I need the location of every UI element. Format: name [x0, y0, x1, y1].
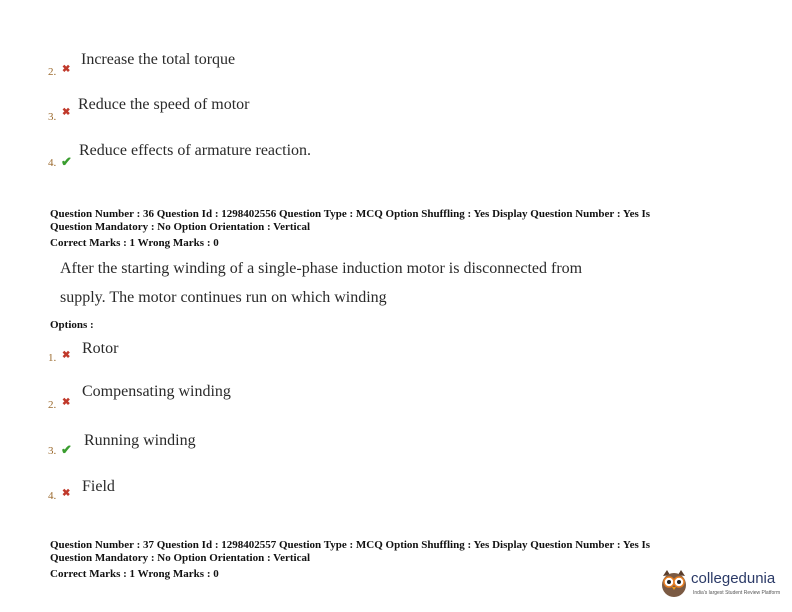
option-text: Reduce the speed of motor	[78, 96, 250, 113]
question-meta	[50, 208, 650, 250]
question-meta	[50, 539, 650, 581]
option-text: Field	[82, 478, 115, 495]
question-text-line: After the starting winding of a single-phase induction motor is disconnected from	[60, 260, 583, 277]
option-number: 2.	[48, 399, 57, 411]
options-label: Options :	[50, 319, 94, 331]
option-number: 3.	[48, 111, 57, 123]
question-meta-line: Question Mandatory : No Option Orientation : Vertical	[50, 221, 311, 233]
cross-icon: ✖	[62, 488, 71, 499]
check-icon: ✔	[61, 154, 72, 169]
cross-icon: ✖	[62, 64, 71, 75]
collegedunia-logo	[660, 566, 788, 606]
option-number: 2.	[48, 66, 57, 78]
question-marks: Correct Marks : 1 Wrong Marks : 0	[50, 237, 219, 249]
cross-icon: ✖	[62, 107, 71, 118]
owl-mascot-icon	[660, 568, 688, 598]
question-meta-line: Question Number : 37 Question Id : 1298402557 Question Type : MCQ Option Shuffling : Yes Display Question Number : Yes Is	[50, 539, 651, 551]
option-text: Rotor	[82, 340, 119, 357]
option-number: 4.	[48, 490, 57, 502]
option-number: 3.	[48, 445, 57, 457]
logo-wordmark: collegedunia	[691, 570, 776, 587]
option-text: Compensating winding	[82, 383, 231, 400]
logo-tagline: India's largest Student Review Platform	[693, 590, 781, 596]
option-text: Increase the total torque	[81, 51, 236, 68]
question-marks: Correct Marks : 1 Wrong Marks : 0	[50, 568, 219, 580]
cross-icon: ✖	[62, 397, 71, 408]
option-number: 1.	[48, 352, 57, 364]
question-meta-line: Question Mandatory : No Option Orientation : Vertical	[50, 552, 311, 564]
option-text: Reduce effects of armature reaction.	[79, 142, 312, 159]
cross-icon: ✖	[62, 350, 71, 361]
option-text: Running winding	[84, 432, 196, 449]
question-meta-line: Question Number : 36 Question Id : 1298402556 Question Type : MCQ Option Shuffling : Yes Display Question Number : Yes Is	[50, 208, 651, 220]
option-number: 4.	[48, 157, 57, 169]
question-text-line: supply. The motor continues run on which winding	[60, 289, 387, 306]
check-icon: ✔	[61, 442, 72, 457]
